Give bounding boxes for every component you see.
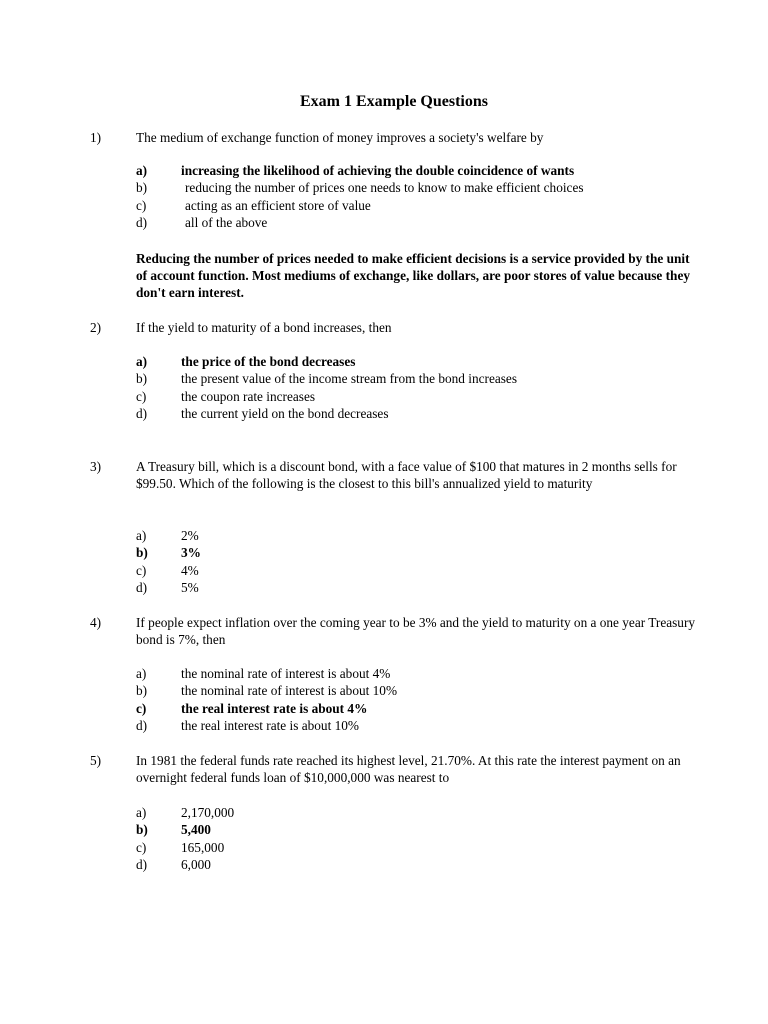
option-label: c) [136, 839, 147, 855]
option-label: b) [136, 180, 148, 196]
option-c [0, 388, 768, 405]
option-text: acting as an efficient store of value [185, 197, 371, 213]
option-text: increasing the likelihood of achieving the double coincidence of wants [181, 163, 575, 178]
option-c [0, 839, 768, 856]
question-4-options [0, 665, 768, 734]
question-5-options [0, 804, 768, 873]
option-a [0, 162, 768, 179]
option-b [0, 821, 768, 838]
option-a [0, 527, 768, 544]
option-d [0, 717, 768, 734]
option-text: 2% [181, 528, 199, 543]
question-1-options [0, 162, 768, 231]
option-text: 3% [181, 545, 201, 561]
option-text: 5,400 [181, 822, 211, 838]
option-c [0, 197, 768, 214]
option-a [0, 665, 768, 682]
option-c [0, 700, 768, 717]
question-number: 3) [90, 459, 102, 474]
option-text: 4% [181, 562, 199, 578]
option-label: c) [136, 197, 147, 213]
option-label: a) [136, 354, 148, 369]
option-label: d) [136, 405, 148, 421]
option-label: d) [136, 579, 148, 595]
question-number: 4) [90, 615, 102, 630]
question-number: 1) [90, 130, 102, 145]
option-b [0, 682, 768, 699]
option-text: the price of the bond decreases [181, 354, 356, 369]
option-a [0, 353, 768, 370]
option-label: b) [136, 822, 148, 838]
option-text: the nominal rate of interest is about 4% [181, 666, 391, 681]
option-label: d) [136, 856, 148, 872]
option-text: the nominal rate of interest is about 10% [181, 683, 398, 699]
option-text: all of the above [185, 214, 268, 230]
option-label: a) [136, 666, 147, 681]
option-label: b) [136, 371, 148, 387]
option-text: 6,000 [181, 856, 211, 872]
option-d [0, 405, 768, 422]
option-text: reducing the number of prices one needs to know to make efficient choices [185, 180, 584, 196]
question-text: The medium of exchange function of money improves a society's welfare by [136, 130, 544, 145]
option-b [0, 544, 768, 561]
option-text: 2,170,000 [181, 805, 235, 820]
option-label: d) [136, 717, 148, 733]
option-label: a) [136, 528, 147, 543]
option-text: the present value of the income stream from the bond increases [181, 371, 517, 387]
option-b [0, 370, 768, 387]
question-text: If the yield to maturity of a bond increases, then [136, 320, 392, 335]
question-text: If people expect inflation over the coming year to be 3% and the yield to maturity on a one year Treasury bond is 7%, then [136, 615, 696, 647]
option-label: c) [136, 388, 147, 404]
option-label: b) [136, 545, 148, 561]
option-d [0, 579, 768, 596]
answer-explanation: Reducing the number of prices needed to make efficient decisions is a service provided by the unit of account function. Most mediums of exchange, like dollars, are poor stores of value because they don't earn interest. [136, 251, 691, 300]
option-text: the real interest rate is about 4% [181, 700, 368, 716]
question-text: A Treasury bill, which is a discount bond, with a face value of $100 that matures in 2 months sells for $99.50. Which of the following is the closest to this bill's annualized yield to maturity [136, 459, 677, 491]
option-text: the current yield on the bond decreases [181, 405, 389, 421]
option-label: c) [136, 562, 147, 578]
option-label: d) [136, 214, 148, 230]
option-a [0, 804, 768, 821]
option-label: a) [136, 805, 147, 820]
question-number: 2) [90, 320, 102, 335]
question-2-options [0, 353, 768, 422]
question-number: 5) [90, 753, 102, 768]
option-text: the real interest rate is about 10% [181, 717, 359, 733]
option-text: 5% [181, 579, 199, 595]
question-text: In 1981 the federal funds rate reached its highest level, 21.70%. At this rate the interest payment on an overnight federal funds loan of $10,000,000 was nearest to [136, 753, 681, 785]
option-b [0, 179, 768, 196]
option-d [0, 214, 768, 231]
option-c [0, 562, 768, 579]
page-title: Exam 1 Example Questions [299, 93, 488, 110]
option-label: b) [136, 683, 148, 699]
option-label: a) [136, 163, 148, 178]
option-d [0, 856, 768, 873]
question-3-options [0, 527, 768, 596]
option-text: the coupon rate increases [181, 388, 316, 404]
option-label: c) [136, 700, 147, 716]
option-text: 165,000 [181, 839, 225, 855]
